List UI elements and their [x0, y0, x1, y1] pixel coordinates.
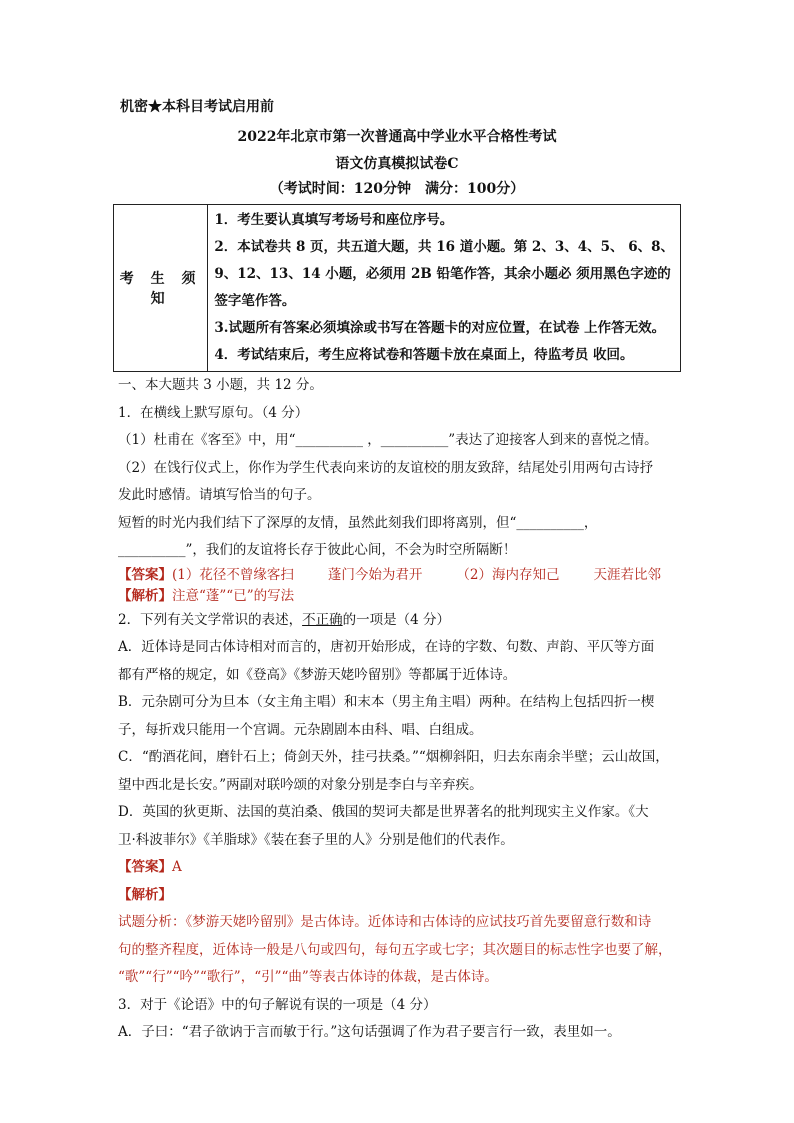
exam-time: （考试时间：120分钟 满分：100分）	[269, 181, 525, 197]
q2-answer	[118, 854, 683, 882]
answer-item: A	[172, 859, 182, 875]
q3-option-a: A．子曰：“君子欲讷于言而敏于行。”这句话强调了作为君子要言行一致，表里如一。	[118, 1024, 621, 1040]
q2-option-a-line1: A．近体诗是同古体诗相对而言的，唐初开始形成，在诗的字数、句数、声韵、平仄等方面	[118, 639, 655, 655]
q2-option-c-line1: C．“酌酒花间，磨针石上；倚剑天外，挂弓扶桑。”“烟柳斜阳，归去东南余半壁；云山故国，	[118, 749, 669, 765]
q2-stem	[118, 607, 683, 635]
analysis-tag: 【解析】	[118, 587, 172, 604]
section-heading: 一、本大题共 3 小题，共 12 分。	[118, 377, 323, 393]
q1-part3-line2: __________”，我们的友谊将长存于彼此心间，不会为时空所隔断！	[118, 542, 517, 558]
q2-option-b-line1: B．元杂剧可分为旦本（女主角主唱）和末本（男主角主唱）两种。在结构上包括四折一楔	[118, 694, 655, 710]
exam-body	[118, 372, 683, 1047]
confidential-notice: 机密★本科目考试启用前	[120, 99, 274, 115]
q1-stem: 1．在横线上默写原句。（4 分）	[118, 404, 309, 421]
q1-answer	[118, 565, 683, 586]
q1-part3-line1: 短暂的时光内我们结下了深厚的友情，虽然此刻我们即将离别，但“__________，	[118, 514, 598, 531]
q2-option-c-line2: 望中西北是长安。”两副对联吟颂的对象分别是李白与辛弃疾。	[118, 776, 483, 793]
q2-stem-post: 的一项是（4 分）	[342, 611, 450, 628]
notice-line: 4．考试结束后，考生应将试卷和答题卡放在桌面上，待监考员 收回。	[214, 347, 634, 363]
answer-tag: 【答案】	[118, 566, 172, 583]
q2-analysis-line2: 句的整齐程度，近体诗一般是八句或四句，每句五字或七字；其次题目的标志性字也要了解，	[118, 941, 672, 958]
q1-part2-line1: （2）在饯行仪式上，你作为学生代表向来访的友谊校的朋友致辞，结尾处引用两句古诗抒	[118, 459, 654, 476]
q2-stem-pre: 2．下列有关文学常识的表述，	[118, 611, 303, 628]
notice-line: 9、12、13、14 小题，必须用 2B 铅笔作答，其余小题必 须用黑色字迹的	[214, 266, 671, 282]
q2-analysis-line3: “歌”“行”“吟”“歌行”，“引”“曲”等表古体诗的体裁，是古体诗。	[118, 969, 498, 985]
q1-part2-line2: 发此时感情。请填写恰当的句子。	[118, 487, 321, 503]
q2-option-d-line1: D．英国的狄更斯、法国的莫泊桑、俄国的契诃夫都是世界著名的批判现实主义作家。《大	[118, 804, 649, 820]
q2-option-b-line2: 子，每折戏只能用一个宫调。元杂剧剧本由科、唱、白组成。	[118, 721, 483, 738]
q1-analysis	[118, 586, 683, 607]
notice-line: 签字笔作答。	[214, 293, 296, 309]
answer-item: 天涯若比邻	[593, 566, 661, 583]
notice-line: 2．本试卷共 8 页，共五道大题，共 16 道小题。第 2、3、4、5、 6、8、	[214, 239, 674, 255]
analysis-text: 注意“蓬”“已”的写法	[172, 587, 295, 604]
notice-line: 1．考生要认真填写考场号和座位序号。	[214, 212, 454, 228]
notice-line: 3.试题所有答案必须填涂或书写在答题卡的对应位置，在试卷 上作答无效。	[214, 320, 666, 336]
q3-stem: 3．对于《论语》中的句子解说有误的一项是（4 分）	[118, 996, 437, 1013]
q2-analysis-line1: 试题分析：《梦游天姥吟留别》是古体诗。近体诗和古体诗的应试技巧首先要留意行数和诗	[118, 914, 652, 930]
q2-stem-key: 不正确	[302, 611, 343, 628]
answer-tag: 【答案】	[118, 859, 172, 875]
analysis-tag: 【解析】	[118, 886, 172, 903]
exam-title: 2022年北京市第一次普通高中学业水平合格性考试	[237, 129, 557, 145]
q2-analysis-tag	[118, 882, 683, 910]
q1-part1: （1）杜甫在《客至》中，用“__________ ，__________”表达了迎接客人到来的喜悦之情。	[118, 432, 658, 448]
answer-item: 蓬门今始为君开	[327, 566, 423, 583]
notice-body	[208, 205, 681, 372]
exam-subtitle: 语文仿真模拟试卷C	[335, 156, 459, 172]
answer-item: （2）海内存知己	[456, 566, 560, 583]
q2-option-d-line2: 卫·科波菲尔》《羊脂球》《装在套子里的人》分别是他们的代表作。	[118, 831, 514, 848]
q2-option-a-line2: 都有严格的规定，如《登高》《梦游天姥吟留别》等都属于近体诗。	[118, 666, 517, 683]
notice-label: 考 生 须 知	[114, 205, 208, 372]
answer-item: (1）花径不曾缘客扫	[172, 566, 294, 583]
candidate-notice-table	[113, 204, 681, 372]
